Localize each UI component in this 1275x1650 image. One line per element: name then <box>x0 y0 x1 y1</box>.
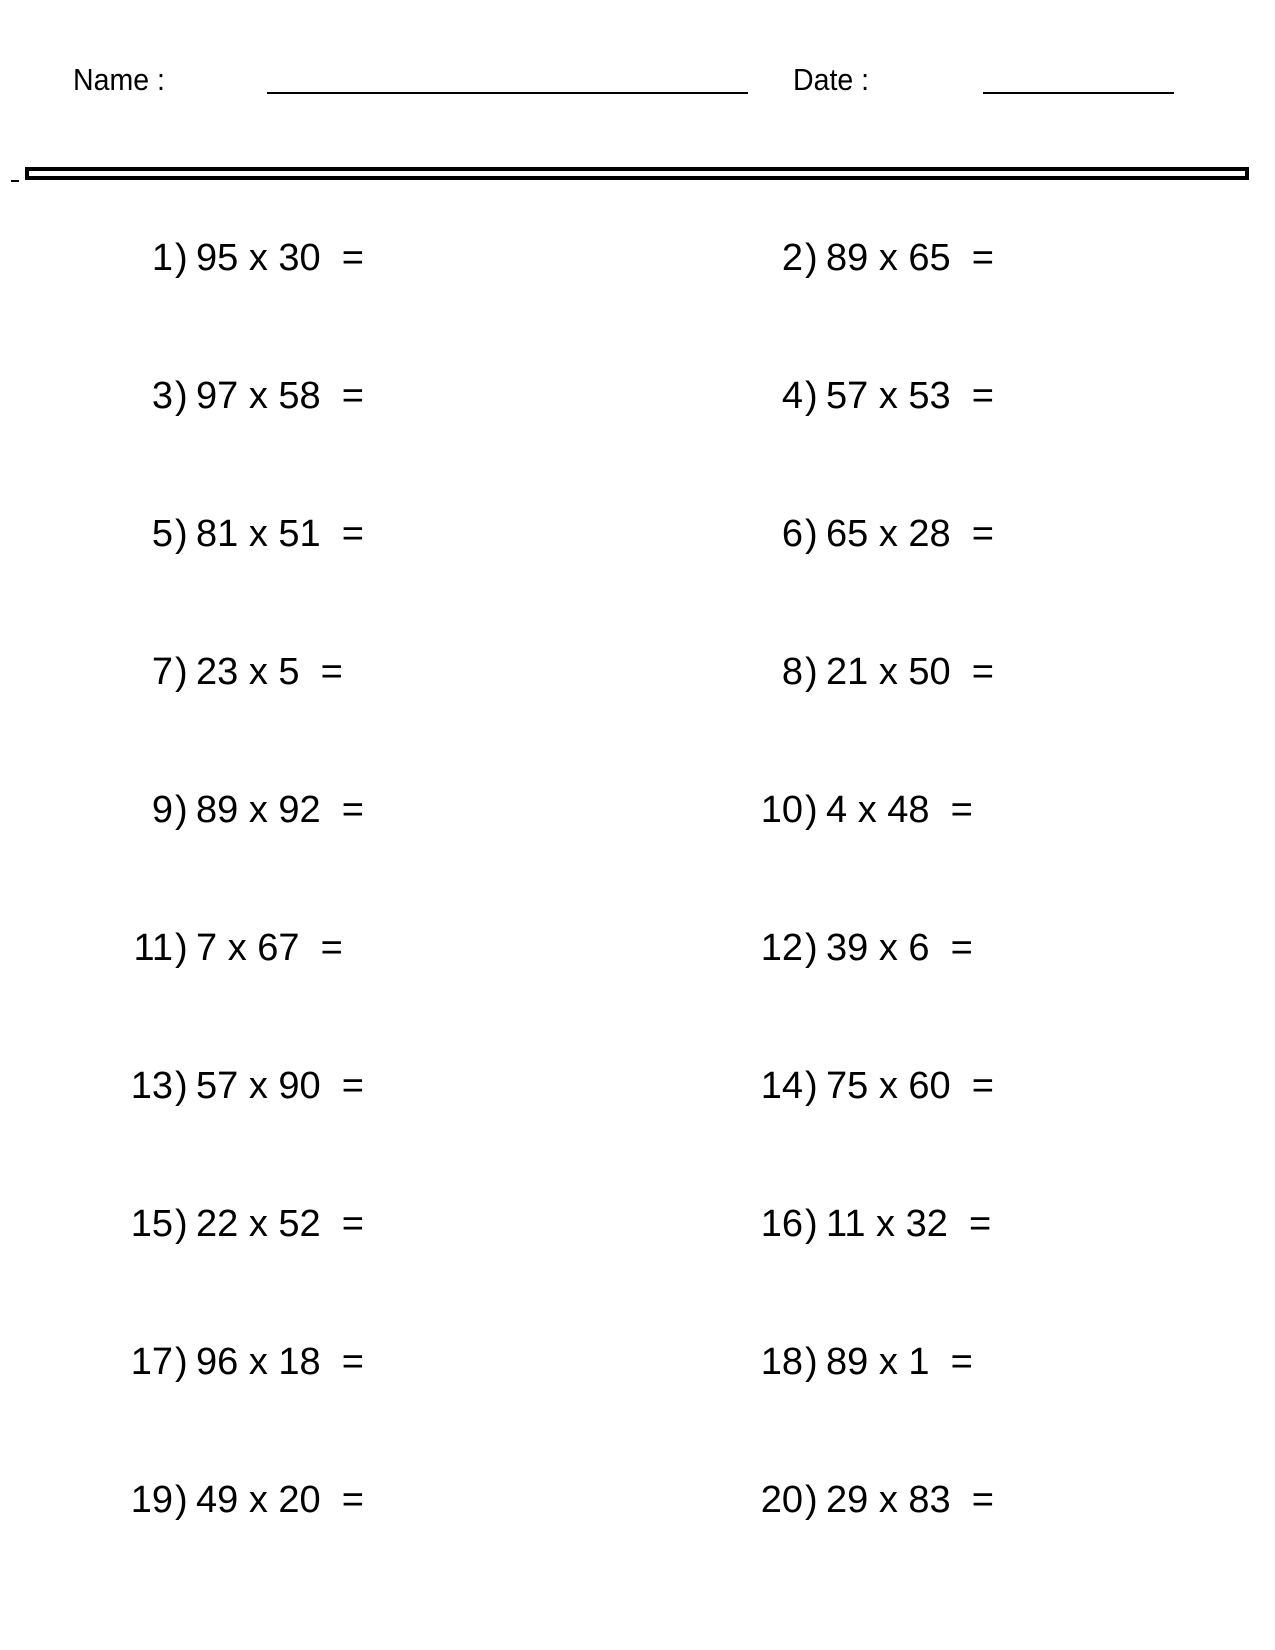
problem-expression: 11 x 32 = <box>826 1203 992 1245</box>
problem-paren: ) <box>805 1479 818 1521</box>
problem-number: 10 <box>760 789 803 831</box>
problem-expression: 81 x 51 = <box>196 513 364 555</box>
problem-paren: ) <box>175 237 188 279</box>
problem-number: 17 <box>130 1341 173 1383</box>
problem-paren: ) <box>805 1341 818 1383</box>
problem-expression: 89 x 1 = <box>826 1341 973 1383</box>
problem-number: 9 <box>151 789 173 831</box>
problem-paren: ) <box>805 789 818 831</box>
problem-number: 11 <box>133 927 173 969</box>
problem-paren: ) <box>805 237 818 279</box>
date-label: Date : <box>793 62 870 97</box>
problem-expression: 22 x 52 = <box>196 1203 364 1245</box>
problem-paren: ) <box>175 1065 188 1107</box>
problem-number: 15 <box>130 1203 173 1245</box>
divider-tick <box>11 180 19 182</box>
problem-expression: 29 x 83 = <box>826 1479 994 1521</box>
problem-number: 19 <box>130 1479 173 1521</box>
problem-number: 18 <box>760 1341 803 1383</box>
problem-expression: 95 x 30 = <box>196 237 364 279</box>
problem-expression: 7 x 67 = <box>196 927 343 969</box>
problem-paren: ) <box>175 927 188 969</box>
problem-number: 3 <box>151 375 173 417</box>
problem-expression: 65 x 28 = <box>826 513 994 555</box>
problem-expression: 4 x 48 = <box>826 789 973 831</box>
problem-paren: ) <box>175 513 188 555</box>
problem-expression: 75 x 60 = <box>826 1065 994 1107</box>
date-answer-line[interactable] <box>983 92 1174 94</box>
name-label: Name : <box>73 62 165 97</box>
problem-number: 1 <box>151 237 173 279</box>
problem-paren: ) <box>805 375 818 417</box>
problem-expression: 97 x 58 = <box>196 375 364 417</box>
problem-expression: 89 x 92 = <box>196 789 364 831</box>
name-answer-line[interactable] <box>267 92 748 94</box>
problem-expression: 96 x 18 = <box>196 1341 364 1383</box>
problem-paren: ) <box>175 1341 188 1383</box>
problem-number: 5 <box>151 513 173 555</box>
problem-number: 13 <box>130 1065 173 1107</box>
problem-expression: 21 x 50 = <box>826 651 994 693</box>
problem-number: 8 <box>781 651 803 693</box>
problem-paren: ) <box>805 651 818 693</box>
problem-paren: ) <box>175 789 188 831</box>
problem-number: 6 <box>781 513 803 555</box>
problem-expression: 23 x 5 = <box>196 651 343 693</box>
header-divider <box>25 167 1249 180</box>
problem-number: 14 <box>760 1065 803 1107</box>
problem-paren: ) <box>175 651 188 693</box>
problem-number: 12 <box>760 927 803 969</box>
problem-paren: ) <box>805 927 818 969</box>
problem-expression: 57 x 53 = <box>826 375 994 417</box>
problem-paren: ) <box>805 1203 818 1245</box>
problem-expression: 57 x 90 = <box>196 1065 364 1107</box>
problem-number: 2 <box>781 237 803 279</box>
problem-paren: ) <box>175 1203 188 1245</box>
problem-number: 7 <box>151 651 173 693</box>
problem-expression: 39 x 6 = <box>826 927 973 969</box>
problem-number: 4 <box>781 375 803 417</box>
problem-paren: ) <box>175 1479 188 1521</box>
problem-number: 20 <box>760 1479 803 1521</box>
problem-expression: 89 x 65 = <box>826 237 994 279</box>
problem-paren: ) <box>805 1065 818 1107</box>
problem-paren: ) <box>175 375 188 417</box>
problem-paren: ) <box>805 513 818 555</box>
problem-expression: 49 x 20 = <box>196 1479 364 1521</box>
problem-number: 16 <box>760 1203 803 1245</box>
